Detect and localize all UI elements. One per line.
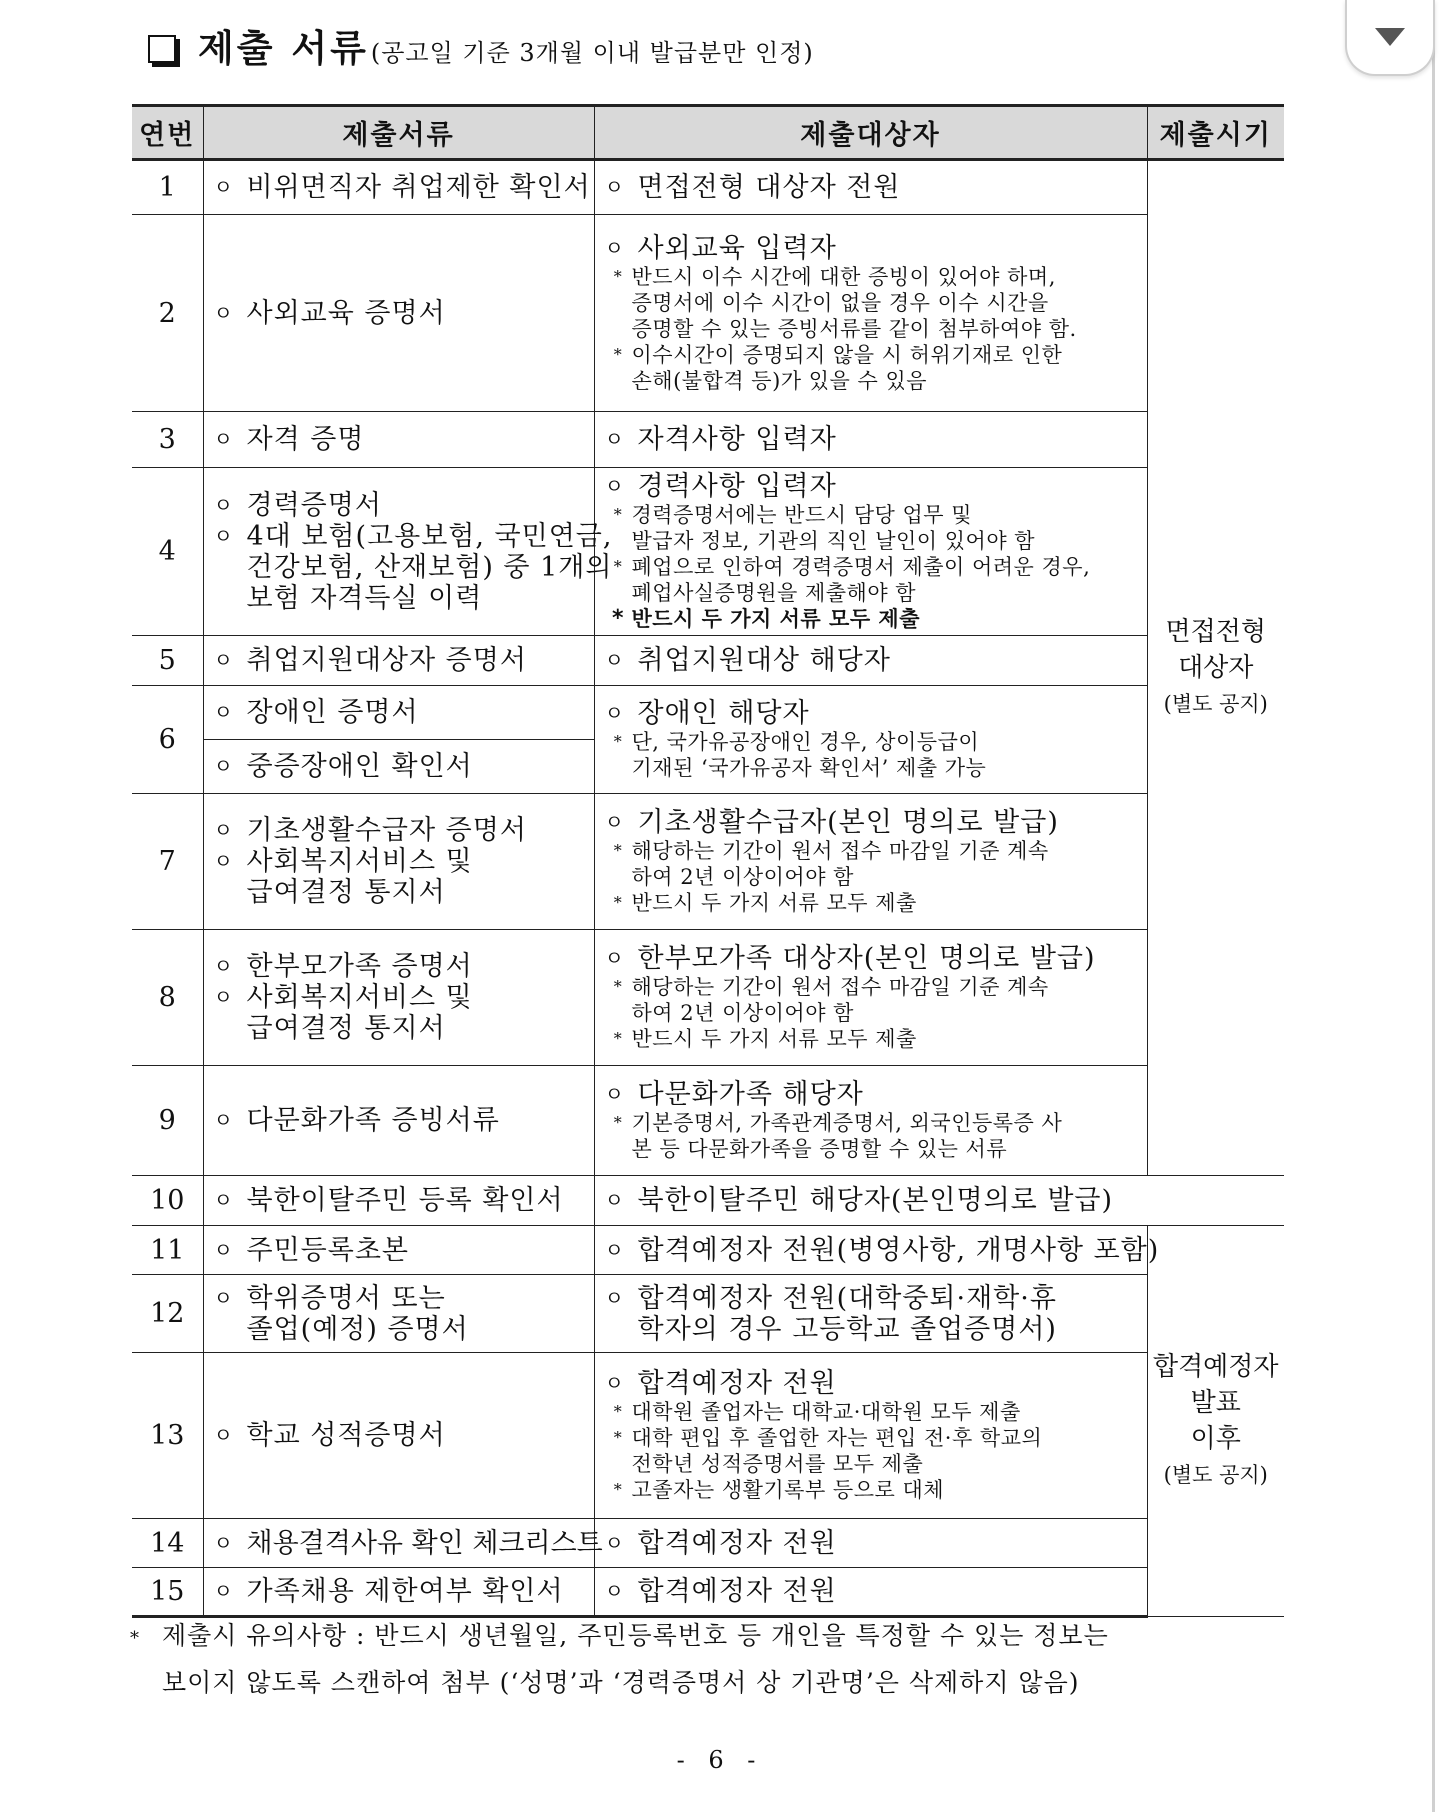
- section-note: (공고일 기준 3개월 이내 발급분만 인정): [370, 39, 814, 67]
- table-header-row: [132, 106, 1284, 160]
- row-number: 8: [132, 930, 203, 1066]
- target-cell: ㅇ 합격예정자 전원: [594, 1568, 1147, 1617]
- table-row: [132, 930, 1284, 1066]
- timing-cell-final: 합격예정자 발표 이후 (별도 공지): [1147, 1226, 1284, 1617]
- timing-cell-interview: 면접전형 대상자 (별도 공지): [1147, 160, 1284, 1176]
- target-cell: ㅇ 합격예정자 전원 * 대학원 졸업자는 대학교·대학원 모두 제출 * 대학 편입 후 졸업한 자는 편입 전·후 학교의 전학년 성적증명서를 모두 제출 * 고졸자는 생활기록부 등으로 대체: [594, 1353, 1147, 1519]
- table-row: [132, 215, 1284, 412]
- checkbox-icon: [148, 35, 176, 63]
- row-number: 11: [132, 1226, 203, 1275]
- document-cell: ㅇ 채용결격사유 확인 체크리스트: [203, 1519, 594, 1568]
- header-timing: 제출시기: [1147, 106, 1284, 160]
- document-cell: ㅇ 비위면직자 취업제한 확인서: [203, 160, 594, 215]
- row-number: 14: [132, 1519, 203, 1568]
- document-cell: ㅇ 주민등록초본: [203, 1226, 594, 1275]
- table-row: [132, 1519, 1284, 1568]
- table-row: [132, 636, 1284, 686]
- table-row: [132, 1353, 1284, 1519]
- target-cell: ㅇ 합격예정자 전원: [594, 1519, 1147, 1568]
- document-cell: ㅇ 북한이탈주민 등록 확인서: [203, 1176, 594, 1226]
- target-cell: ㅇ 사외교육 입력자 * 반드시 이수 시간에 대한 증빙이 있어야 하며, 증명서에 이수 시간이 없을 경우 이수 시간을 증명할 수 있는 증빙서류를 같이 첨부하여야 함. * 이수시간이 증명되지 않을 시 허위기재로 인한 손해(불합격 등)가 있을 수 있음: [594, 215, 1147, 412]
- row-number: 2: [132, 215, 203, 412]
- header-number: 연번: [132, 106, 203, 160]
- section-heading: [148, 18, 814, 72]
- document-cell: ㅇ 중증장애인 확인서: [203, 740, 594, 794]
- target-cell: ㅇ 합격예정자 전원(병영사항, 개명사항 포함): [594, 1226, 1147, 1275]
- table-row: [132, 412, 1284, 468]
- row-number: 13: [132, 1353, 203, 1519]
- document-cell: ㅇ 장애인 증명서: [203, 686, 594, 740]
- row-number: 1: [132, 160, 203, 215]
- document-cell: ㅇ 다문화가족 증빙서류: [203, 1066, 594, 1176]
- document-cell: ㅇ 학교 성적증명서: [203, 1353, 594, 1519]
- header-target: 제출대상자: [594, 106, 1147, 160]
- row-number: 10: [132, 1176, 203, 1226]
- submission-footnote: * 제출시 유의사항 : 반드시 생년월일, 주민등록번호 등 개인을 특정할 수 있는 정보는 보이지 않도록 스캔하여 첨부 (‘성명’과 ‘경력증명서 상 기관명’은 삭제하지 않음): [130, 1621, 1109, 1697]
- section-title: 제출 서류: [198, 27, 369, 70]
- documents-table: [132, 104, 1284, 1618]
- target-cell: ㅇ 면접전형 대상자 전원: [594, 160, 1147, 215]
- page-number: - 6 -: [676, 1746, 764, 1774]
- target-cell: ㅇ 취업지원대상 해당자: [594, 636, 1147, 686]
- target-cell: ㅇ 북한이탈주민 해당자(본인명의로 발급): [594, 1176, 1147, 1226]
- scrollbar-edge: [1432, 0, 1435, 1812]
- row-number: 12: [132, 1275, 203, 1353]
- table-row: [132, 1275, 1284, 1353]
- table-row: [132, 686, 1284, 740]
- row-number: 4: [132, 468, 203, 636]
- row-number: 6: [132, 686, 203, 794]
- collapse-button[interactable]: [1345, 0, 1435, 76]
- document-cell: ㅇ 자격 증명: [203, 412, 594, 468]
- document-cell: ㅇ 사외교육 증명서: [203, 215, 594, 412]
- target-cell: ㅇ 다문화가족 해당자 * 기본증명서, 가족관계증명서, 외국인등록증 사 본 등 다문화가족을 증명할 수 있는 서류: [594, 1066, 1147, 1176]
- table-row: [132, 1226, 1284, 1275]
- table-row: [132, 1066, 1284, 1176]
- document-cell: ㅇ 학위증명서 또는 졸업(예정) 증명서: [203, 1275, 594, 1353]
- target-cell: ㅇ 합격예정자 전원(대학중퇴·재학·휴 학자의 경우 고등학교 졸업증명서): [594, 1275, 1147, 1353]
- row-number: 5: [132, 636, 203, 686]
- table-row: [132, 1176, 1284, 1226]
- table-row: [132, 468, 1284, 636]
- target-cell: ㅇ 한부모가족 대상자(본인 명의로 발급) * 해당하는 기간이 원서 접수 마감일 기준 계속 하여 2년 이상이어야 함 * 반드시 두 가지 서류 모두 제출: [594, 930, 1147, 1066]
- document-cell: ㅇ 경력증명서 ㅇ 4대 보험(고용보험, 국민연금, 건강보험, 산재보험) 중 1개의 보험 자격득실 이력: [203, 468, 594, 636]
- header-documents: 제출서류: [203, 106, 594, 160]
- document-cell: ㅇ 취업지원대상자 증명서: [203, 636, 594, 686]
- row-number: 15: [132, 1568, 203, 1617]
- table-row: [132, 1568, 1284, 1617]
- chevron-down-icon: [1373, 26, 1407, 48]
- row-number: 3: [132, 412, 203, 468]
- document-cell: ㅇ 가족채용 제한여부 확인서: [203, 1568, 594, 1617]
- document-cell: ㅇ 기초생활수급자 증명서 ㅇ 사회복지서비스 및 급여결정 통지서: [203, 794, 594, 930]
- target-cell: ㅇ 자격사항 입력자: [594, 412, 1147, 468]
- row-number: 7: [132, 794, 203, 930]
- table-row: [132, 794, 1284, 930]
- row-number: 9: [132, 1066, 203, 1176]
- target-cell: ㅇ 기초생활수급자(본인 명의로 발급) * 해당하는 기간이 원서 접수 마감일 기준 계속 하여 2년 이상이어야 함 * 반드시 두 가지 서류 모두 제출: [594, 794, 1147, 930]
- table-row: [132, 160, 1284, 215]
- document-cell: ㅇ 한부모가족 증명서 ㅇ 사회복지서비스 및 급여결정 통지서: [203, 930, 594, 1066]
- target-cell: ㅇ 경력사항 입력자 * 경력증명서에는 반드시 담당 업무 및 발급자 정보, 기관의 직인 날인이 있어야 함 * 폐업으로 인하여 경력증명서 제출이 어려운 경우, 폐업사실증명원을 제출해야 함 * 반드시 두 가지 서류 모두 제출: [594, 468, 1147, 636]
- target-cell: ㅇ 장애인 해당자 * 단, 국가유공장애인 경우, 상이등급이 기재된 ‘국가유공자 확인서’ 제출 가능: [594, 686, 1147, 794]
